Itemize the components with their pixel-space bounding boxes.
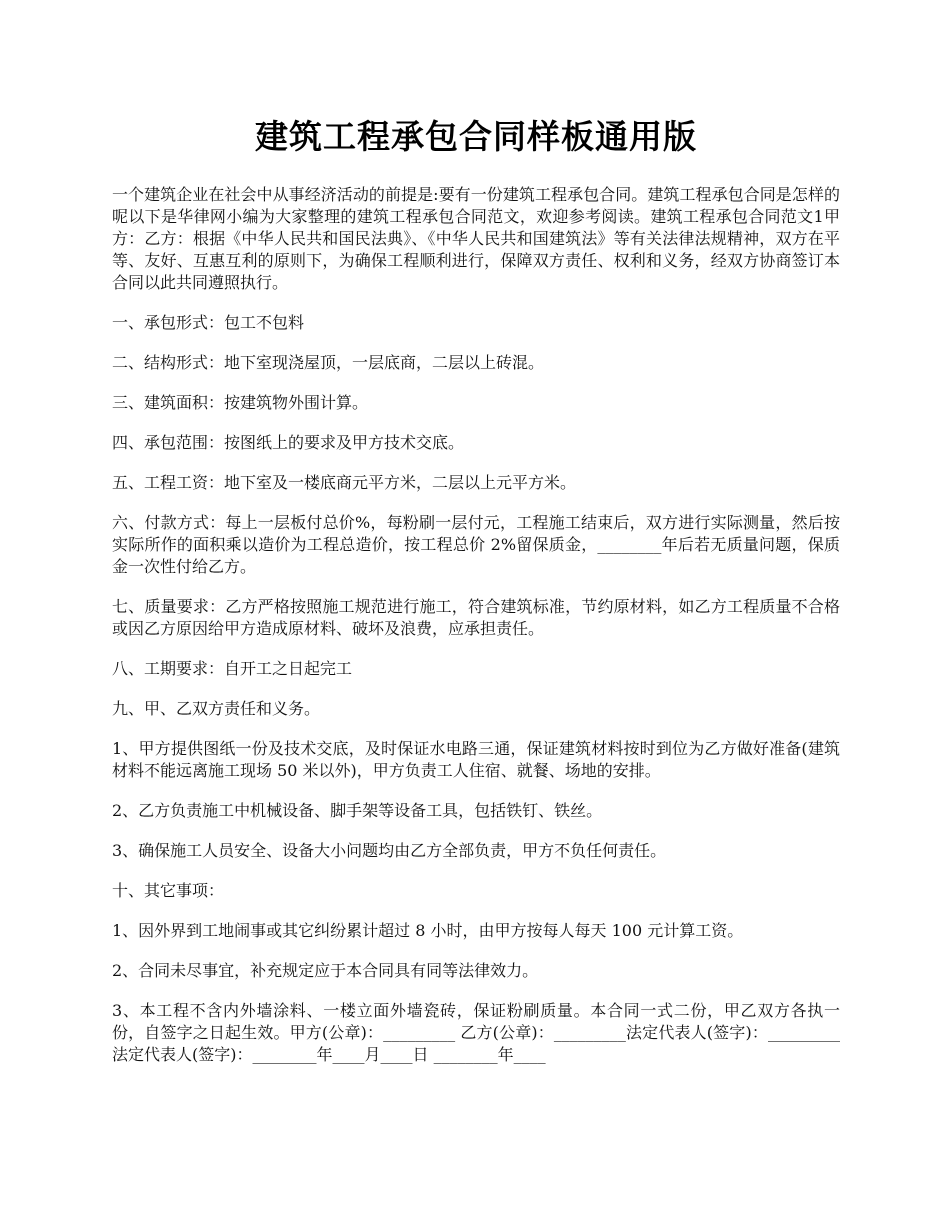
clause-4-contract-scope: 四、承包范围：按图纸上的要求及甲方技术交底。 <box>112 433 465 452</box>
document-title: 建筑工程承包合同样板通用版 <box>255 117 697 156</box>
document-page <box>112 0 840 1066</box>
clause-10-other: 十、其它事项： <box>112 881 225 900</box>
clause-3-building-area: 三、建筑面积：按建筑物外围计算。 <box>112 393 369 412</box>
clause-9-item-2: 2、乙方负责施工中机械设备、脚手架等设备工具，包括铁钉、铁丝。 <box>112 801 603 820</box>
clause-7-quality: 七、质量要求：乙方严格按照施工规范进行施工，符合建筑标准，节约原材料，如乙方工程质量不合格或因乙方原因给甲方造成原材料、破坏及浪费，应承担责任。 <box>112 597 840 638</box>
clause-10-item-3-signatures: 3、本工程不含内外墙涂料、一楼立面外墙瓷砖，保证粉刷质量。本合同一式二份，甲乙双方各执一份，自签字之日起生效。甲方(公章)：_________ 乙方(公章)：_________法定代表人(签字)：_________ 法定代表人(签字)：________年____月____日 ________年____ <box>112 1001 840 1064</box>
clause-6-payment: 六、付款方式：每上一层板付总价%，每粉刷一层付元，工程施工结束后，双方进行实际测量，然后按实际所作的面积乘以造价为工程总造价，按工程总价 2%留保质金，________年后若无质量问题，保质金一次性付给乙方。 <box>112 513 840 576</box>
clause-10-item-2: 2、合同未尽事宜，补充规定应于本合同具有同等法律效力。 <box>112 961 539 980</box>
clause-2-structure-form: 二、结构形式：地下室现浇屋顶，一层底商，二层以上砖混。 <box>112 353 545 372</box>
clause-1-contract-form: 一、承包形式：包工不包料 <box>112 313 305 332</box>
clause-9-item-1: 1、甲方提供图纸一份及技术交底，及时保证水电路三通，保证建筑材料按时到位为乙方做好准备(建筑材料不能远离施工现场 50 米以外)，甲方负责工人住宿、就餐、场地的安排。 <box>112 739 840 780</box>
clause-8-schedule: 八、工期要求：自开工之日起完工 <box>112 659 353 678</box>
clause-5-wages: 五、工程工资：地下室及一楼底商元平方米，二层以上元平方米。 <box>112 473 577 492</box>
clause-9-responsibilities: 九、甲、乙双方责任和义务。 <box>112 699 321 718</box>
intro-paragraph: 一个建筑企业在社会中从事经济活动的前提是:要有一份建筑工程承包合同。建筑工程承包合同是怎样的呢以下是华律网小编为大家整理的建筑工程承包合同范文，欢迎参考阅读。建筑工程承包合同范文1甲方：乙方：根据《中华人民共和国民法典》、《中华人民共和国建筑法》等有关法律法规精神，双方在平等、友好、互惠互利的原则下，为确保工程顺利进行，保障双方责任、权利和义务，经双方协商签订本合同以此共同遵照执行。 <box>112 185 840 292</box>
clause-9-item-3: 3、确保施工人员安全、设备大小问题均由乙方全部负责，甲方不负任何责任。 <box>112 841 667 860</box>
clause-10-item-1: 1、因外界到工地闹事或其它纠纷累计超过 8 小时，由甲方按每人每天 100 元计算工资。 <box>112 921 744 940</box>
